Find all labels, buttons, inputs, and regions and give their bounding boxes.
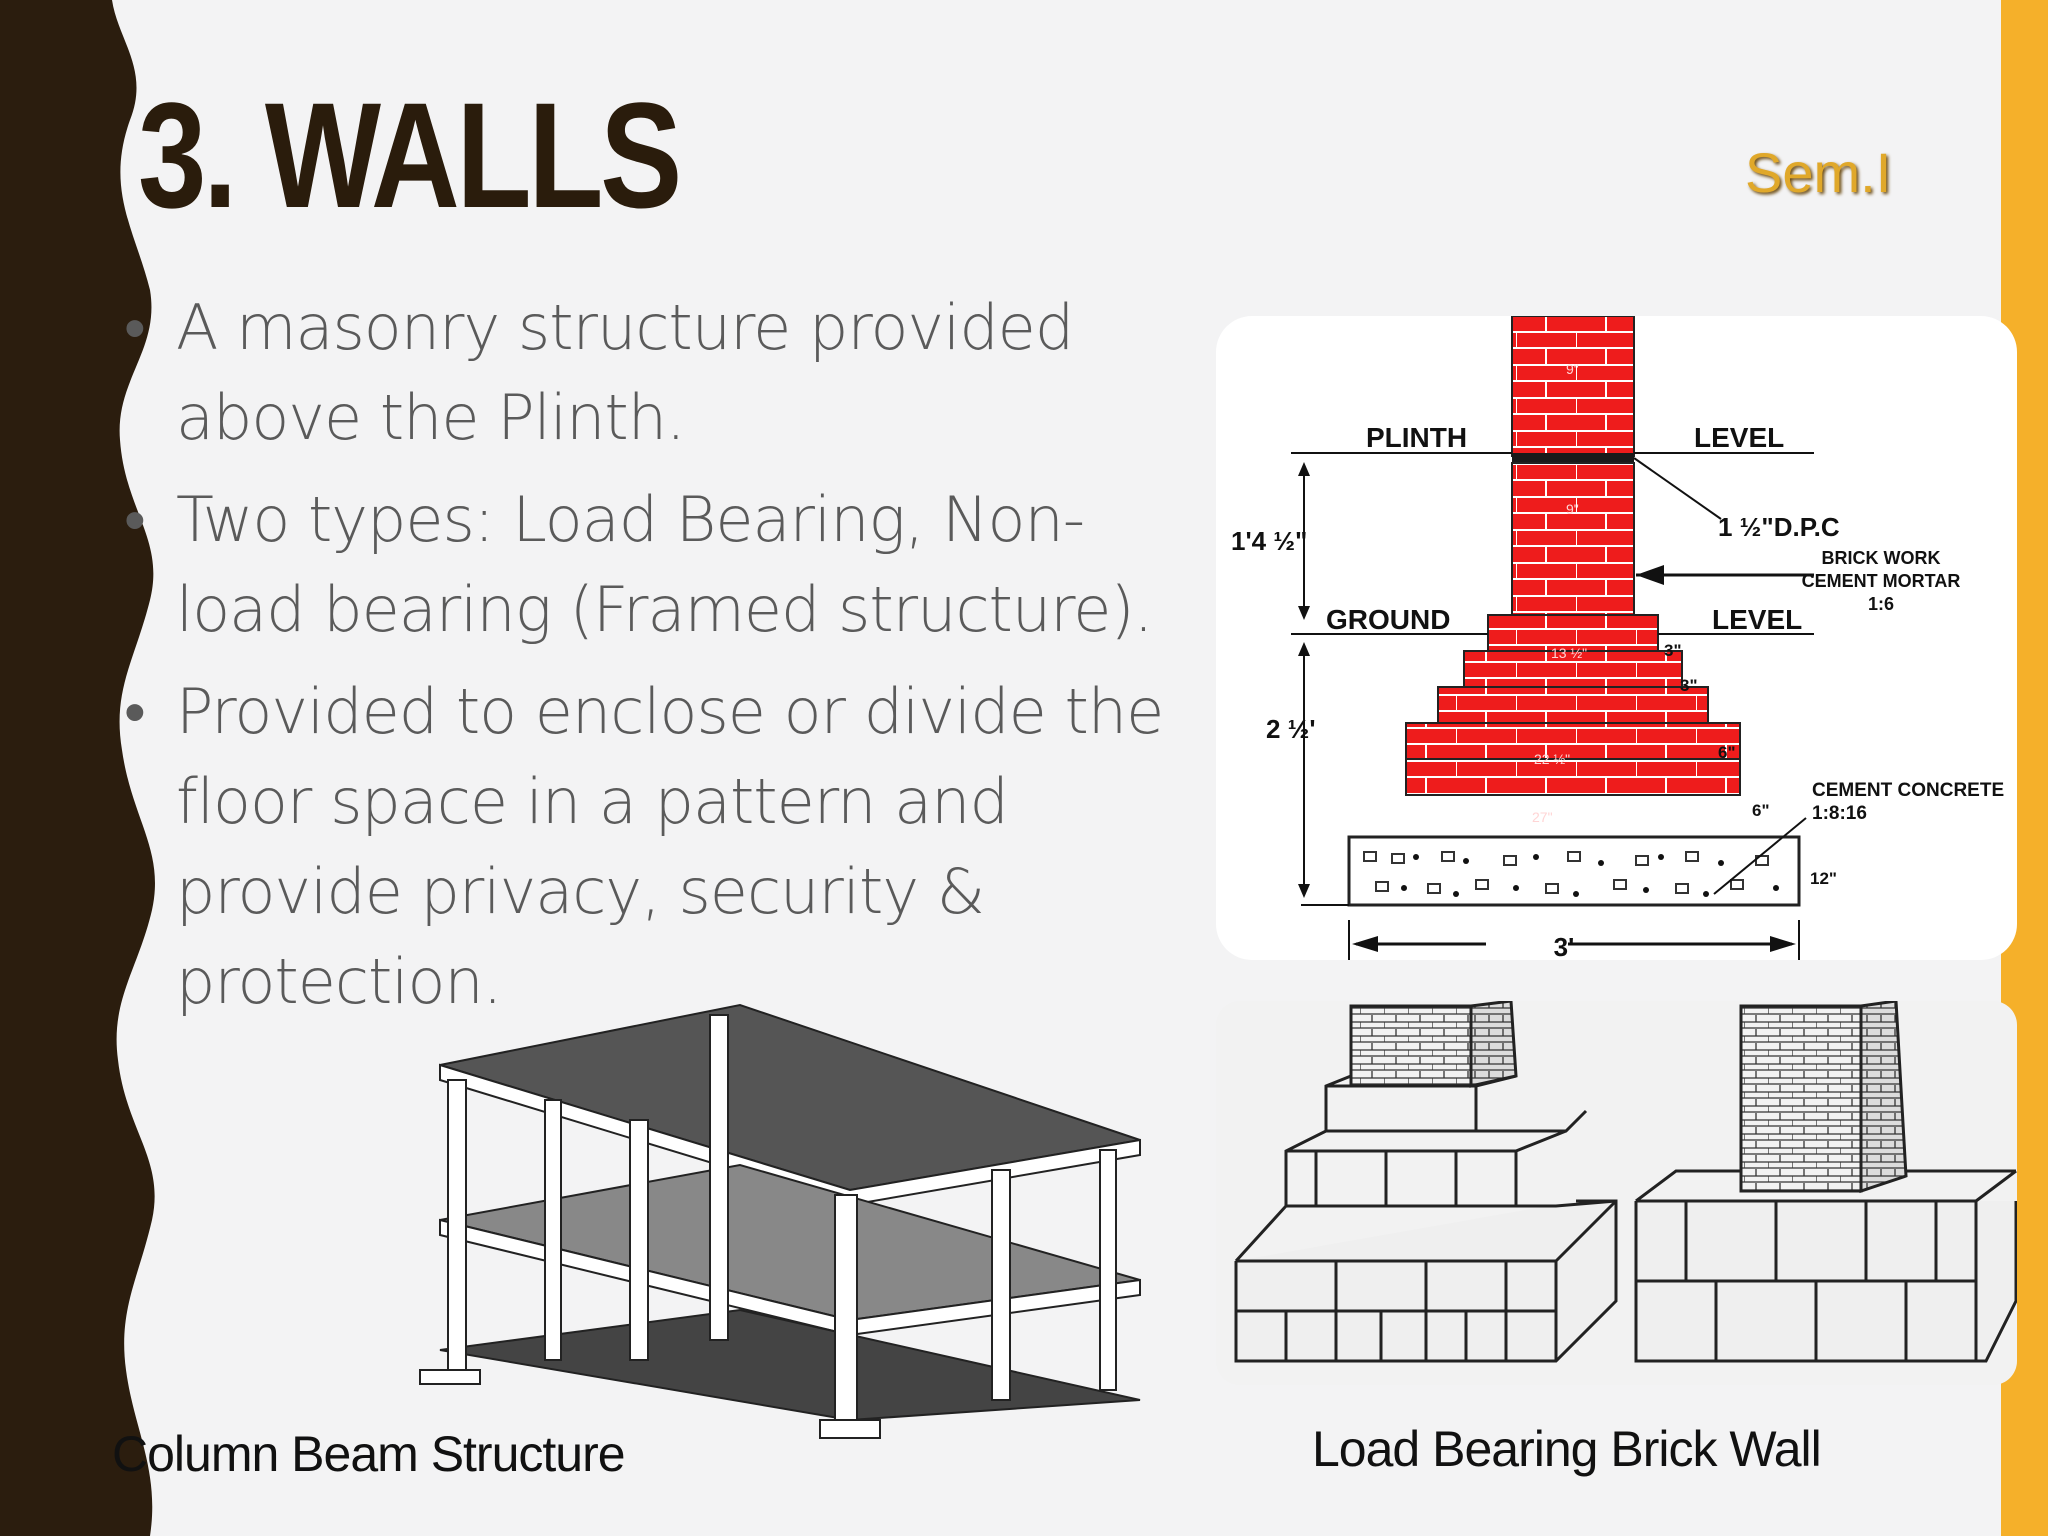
concrete-label-1: CEMENT CONCRETE (1812, 780, 2005, 801)
caption-column-beam-structure: Column Beam Structure (112, 1426, 625, 1482)
bullet-dot-icon: • (124, 291, 145, 364)
footing-diagram-svg (1216, 316, 2017, 960)
brick-wall-svg (1216, 1001, 2017, 1385)
width-label: 27" (1532, 809, 1553, 825)
ground-level-label: LEVEL (1712, 604, 1803, 635)
width-label: 13 ½" (1551, 645, 1588, 661)
plinth-label: PLINTH (1366, 422, 1468, 453)
bullet-item (124, 283, 1204, 463)
brickwork-label-3: 1:6 (1867, 594, 1895, 614)
dpc-label: 1 ½"D.P.C (1718, 512, 1840, 542)
bullet-text: A masonry structure provided above the Plinth. (176, 291, 1074, 454)
column-beam-structure-sketch (380, 990, 1170, 1440)
width-label: 9" (1566, 501, 1579, 517)
height-upper-label: 1'4 ½" (1231, 526, 1308, 556)
bullet-item (124, 475, 1204, 655)
height-lower-label: 2 ½' (1266, 714, 1316, 744)
ground-label: GROUND (1326, 604, 1451, 635)
bullet-text: Provided to enclose or divide the floor space in a pattern and provide privacy, security & protection. (176, 675, 1164, 1018)
slide-title: 3. WALLS (138, 71, 679, 239)
brickwork-label-2: CEMENT MORTAR (1801, 571, 1961, 591)
offset-label: 3" (1664, 641, 1682, 660)
offset-label: 6" (1752, 801, 1770, 820)
offset-label: 3" (1680, 676, 1698, 695)
width-label: 22 ½" (1534, 751, 1571, 767)
base-width-label: 3' (1553, 932, 1575, 960)
bullet-dot-icon: • (124, 483, 145, 556)
bullet-text: Two types: Load Bearing, Non-load bearing (Framed structure). (176, 483, 1153, 646)
concrete-label-2: 1:8:16 (1812, 803, 1867, 824)
semester-badge: Sem.I (1745, 141, 1892, 204)
width-label: 9" (1566, 361, 1579, 377)
bullet-dot-icon: • (124, 675, 145, 748)
brickwork-label-1: BRICK WORK (1821, 548, 1941, 568)
bullet-list (124, 283, 1204, 1039)
offset-label: 6" (1718, 743, 1736, 762)
plinth-level-label: LEVEL (1694, 422, 1785, 453)
caption-load-bearing-wall: Load Bearing Brick Wall (1312, 1421, 1821, 1477)
concrete-depth-label: 12" (1810, 869, 1837, 888)
footing-diagram (1216, 316, 2017, 960)
load-bearing-wall-illustration (1216, 1001, 2017, 1385)
bullet-item (124, 667, 1204, 1027)
